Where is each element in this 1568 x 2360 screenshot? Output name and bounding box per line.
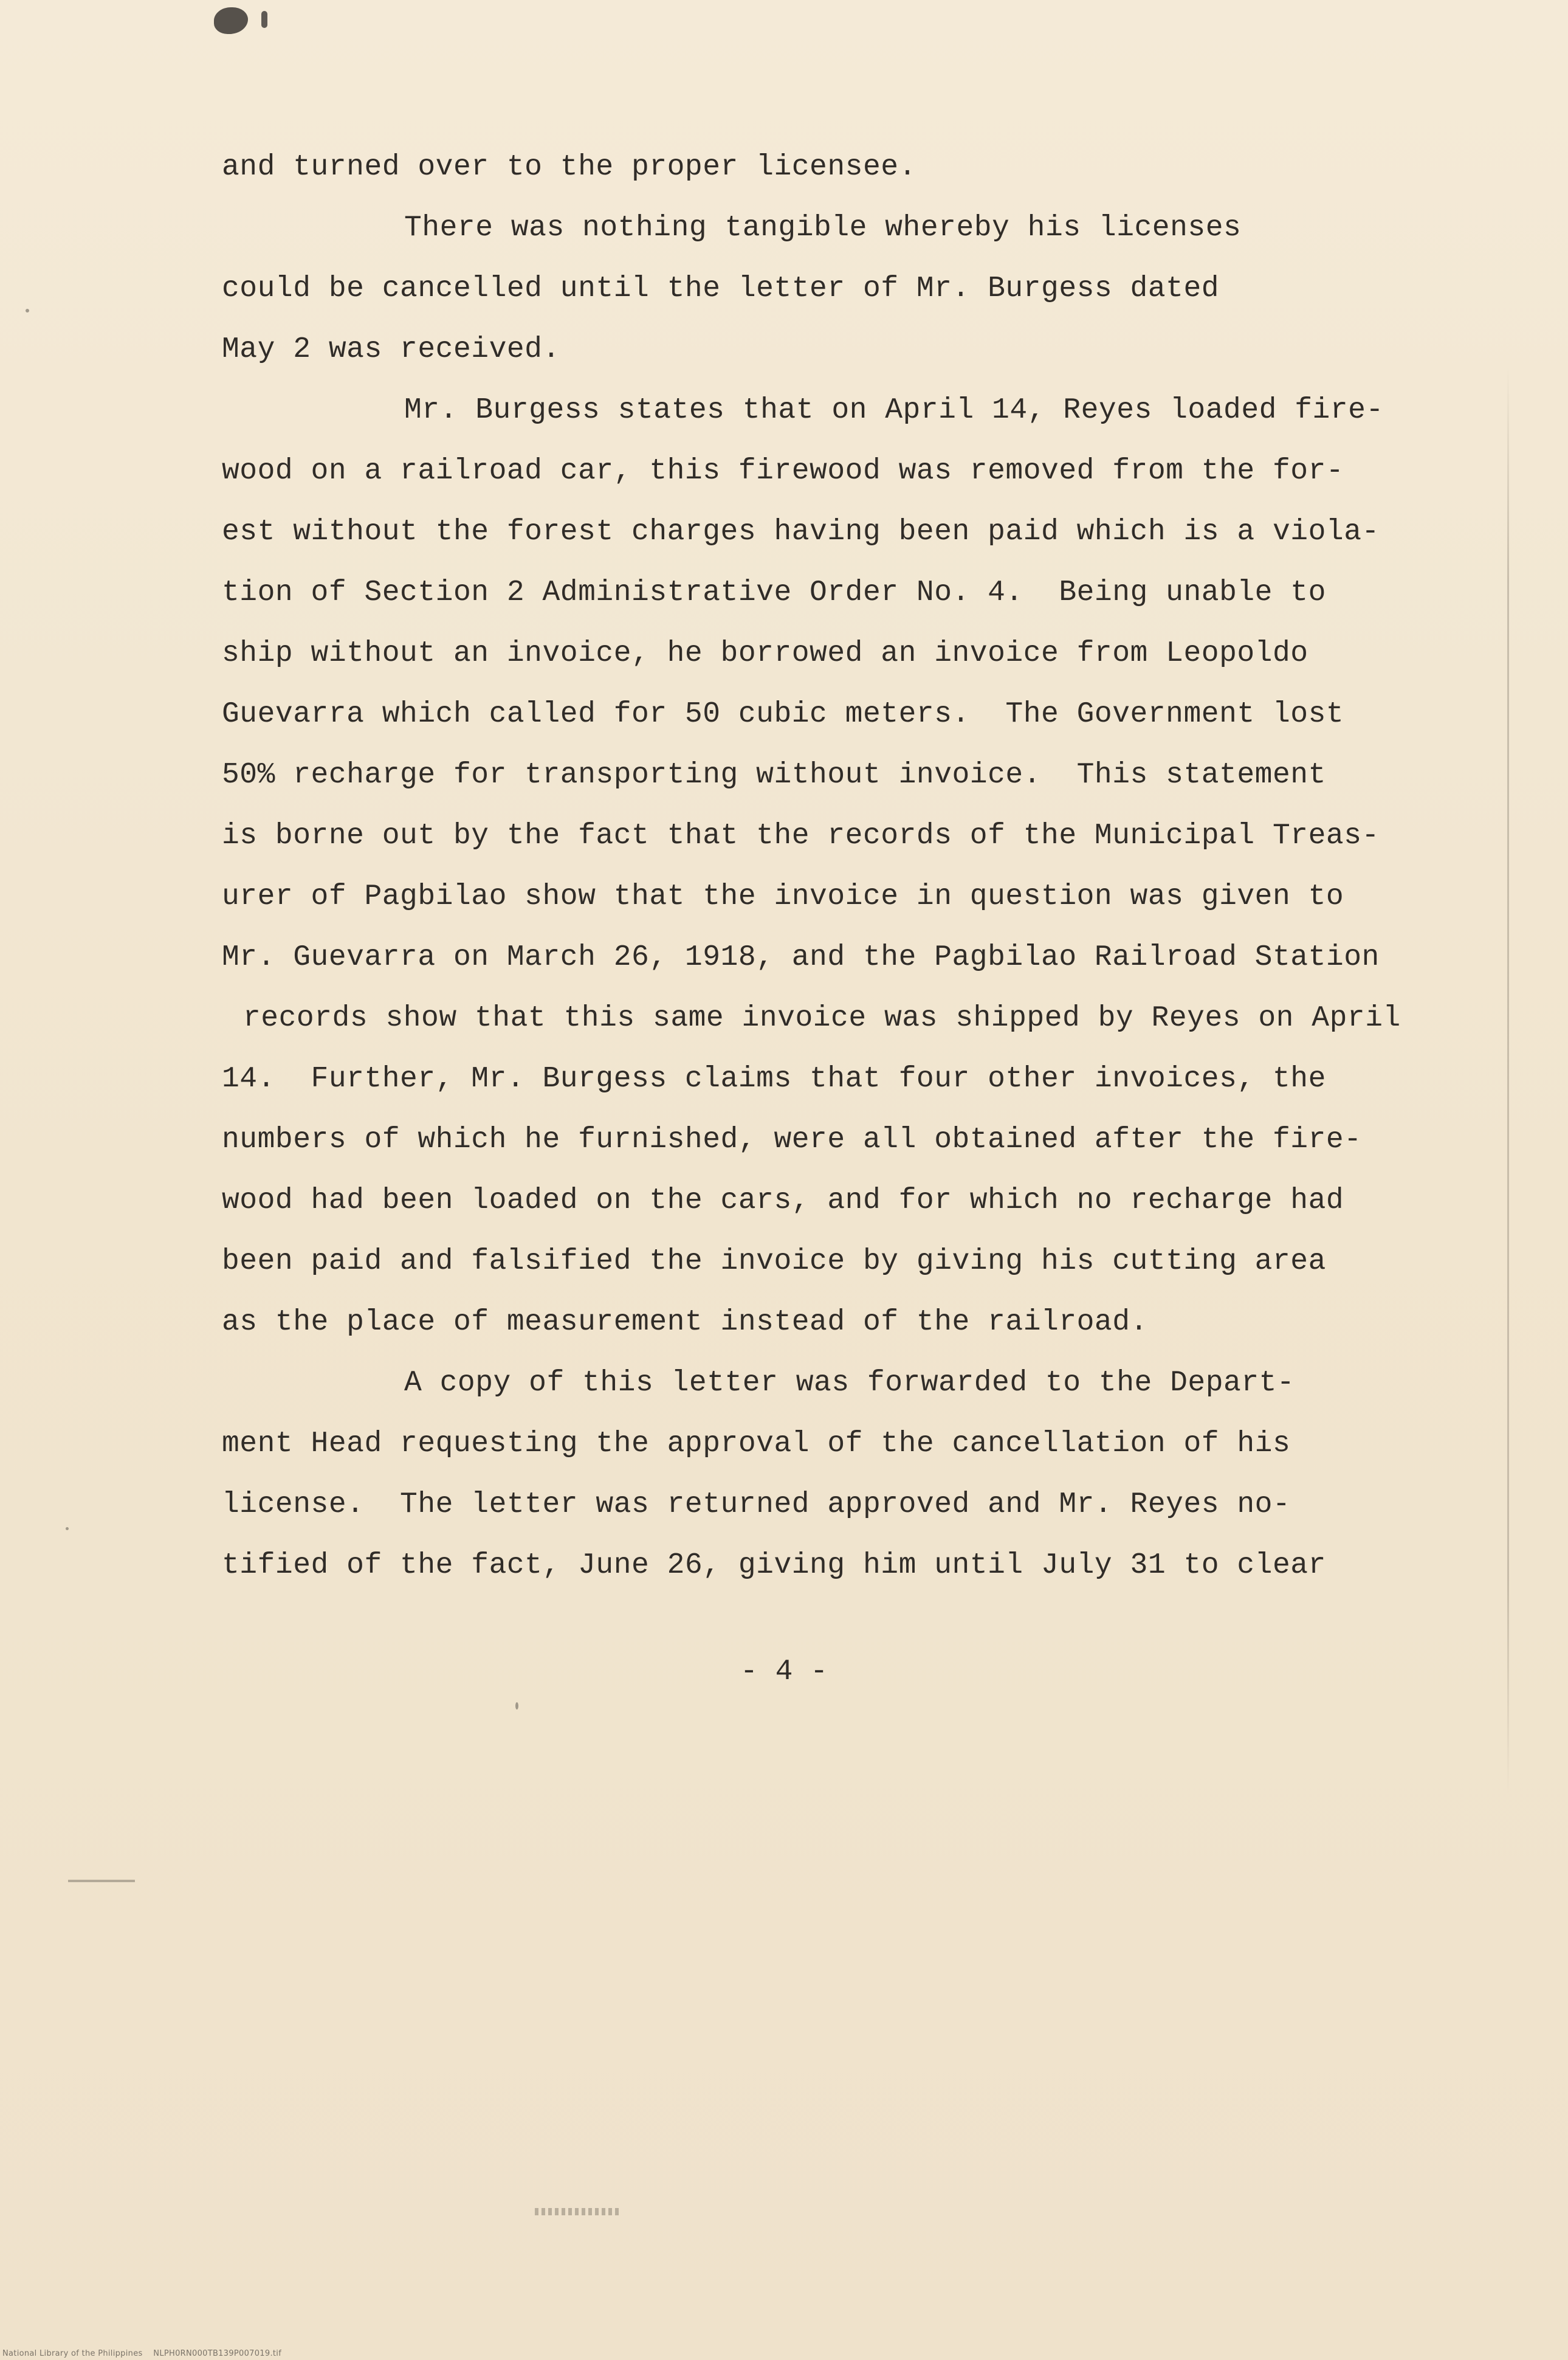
text-line: could be cancelled until the letter of Mr. Burgess dated bbox=[222, 272, 1220, 305]
text-line: and turned over to the proper licensee. bbox=[222, 151, 916, 184]
text-line: as the place of measurement instead of the railroad. bbox=[222, 1306, 1148, 1339]
ink-blot-mark bbox=[214, 7, 248, 34]
page-edge-shadow bbox=[1507, 365, 1509, 1793]
text-line: A copy of this letter was forwarded to the Depart- bbox=[404, 1367, 1295, 1399]
archive-footer-caption: National Library of the Philippines NLPH0RN000TB139P007019.tif bbox=[2, 2349, 282, 2358]
paper-speck bbox=[515, 1702, 518, 1710]
text-line: wood on a railroad car, this firewood was removed from the for- bbox=[222, 455, 1344, 488]
text-line: ment Head requesting the approval of the cancellation of his bbox=[222, 1427, 1291, 1460]
text-line: license. The letter was returned approved and Mr. Reyes no- bbox=[222, 1488, 1291, 1521]
text-line: Mr. Guevarra on March 26, 1918, and the Pagbilao Railroad Station bbox=[222, 941, 1380, 974]
margin-pencil-mark bbox=[68, 1880, 135, 1882]
text-line: numbers of which he furnished, were all obtained after the fire- bbox=[222, 1123, 1362, 1156]
text-line: est without the forest charges having been paid which is a viola- bbox=[222, 516, 1380, 548]
paper-smudge bbox=[535, 2208, 620, 2215]
text-line: There was nothing tangible whereby his licenses bbox=[404, 212, 1242, 244]
text-line: wood had been loaded on the cars, and for which no recharge had bbox=[222, 1184, 1344, 1217]
text-line: May 2 was received. bbox=[222, 333, 560, 366]
text-line: Guevarra which called for 50 cubic meters. The Government lost bbox=[222, 698, 1344, 731]
text-line: records show that this same invoice was shipped by Reyes on April bbox=[243, 1002, 1401, 1035]
paper-speck bbox=[26, 309, 29, 312]
text-line: tion of Section 2 Administrative Order No. 4. Being unable to bbox=[222, 576, 1326, 609]
text-line: ship without an invoice, he borrowed an invoice from Leopoldo bbox=[222, 637, 1308, 670]
typed-letter-body bbox=[222, 137, 1443, 1596]
text-line: tified of the fact, June 26, giving him until July 31 to clear bbox=[222, 1549, 1326, 1582]
text-line: urer of Pagbilao show that the invoice in question was given to bbox=[222, 880, 1344, 913]
text-line: is borne out by the fact that the records of the Municipal Treas- bbox=[222, 819, 1380, 852]
text-line: Mr. Burgess states that on April 14, Reyes loaded fire- bbox=[404, 394, 1384, 427]
ink-dot-mark bbox=[261, 11, 267, 28]
page-number: - 4 - bbox=[740, 1655, 828, 1688]
text-line: 50% recharge for transporting without invoice. This statement bbox=[222, 759, 1326, 792]
paper-speck bbox=[66, 1527, 69, 1530]
text-line: 14. Further, Mr. Burgess claims that four other invoices, the bbox=[222, 1063, 1326, 1095]
text-line: been paid and falsified the invoice by giving his cutting area bbox=[222, 1245, 1326, 1278]
